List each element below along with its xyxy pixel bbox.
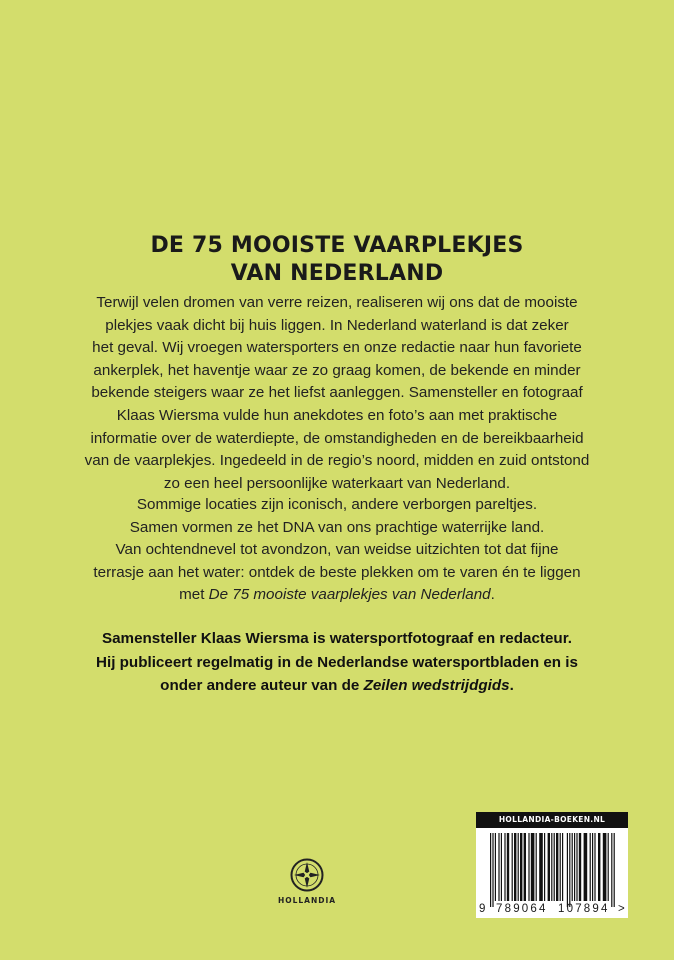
- publisher-name: HOLLANDIA: [277, 896, 337, 905]
- barcode-bar: [614, 833, 615, 907]
- barcode-bar: [536, 833, 537, 901]
- barcode-bar: [572, 833, 573, 901]
- guide-title-italic: Zeilen wedstrijdgids: [363, 677, 510, 694]
- paragraph-line: Terwijl velen dromen van verre reizen, realiseren wij ons dat de mooiste: [96, 294, 578, 311]
- barcode-bar: [504, 833, 505, 901]
- barcode-bar: [551, 833, 552, 901]
- barcode-bar: [594, 833, 595, 901]
- barcode-bar: [501, 833, 502, 901]
- publisher-logo: [277, 858, 337, 928]
- paragraph-line: van de vaarplekjes. Ingedeeld in de regio’s noord, midden en zuid ontstond: [84, 452, 590, 470]
- barcode-bar: [490, 833, 491, 907]
- isbn-lead-digit: 9: [479, 903, 486, 915]
- barcode-bar: [512, 833, 513, 901]
- barcode-bar: [539, 833, 543, 901]
- barcode-bar: [608, 833, 609, 901]
- barcode-bar: [611, 833, 612, 907]
- barcode-bar: [574, 833, 575, 901]
- barcode-bar: [492, 833, 493, 907]
- barcode-bar: [554, 833, 555, 901]
- book-title: [0, 232, 674, 288]
- publisher-website: HOLLANDIA-BOEKEN.NL: [476, 812, 628, 828]
- paragraph-line: Klaas Wiersma vulde hun anekdotes en foto’s aan met praktische: [116, 406, 558, 424]
- isbn-group-left: 789064: [496, 903, 548, 915]
- barcode-bar: [590, 833, 591, 901]
- paragraph-line: Samen vormen ze het DNA van ons prachtige waterrijke land.: [129, 518, 545, 536]
- book-title-italic: De 75 mooiste vaarplekjes van Nederland: [208, 586, 491, 604]
- paragraph-line: ankerplek, het haventje waar ze zo graag komen, de bekende en minder: [93, 361, 581, 379]
- description-paragraph-1: [40, 292, 634, 495]
- paragraph-line: het geval. Wij vroegen watersporters en onze redactie naar hun favoriete: [92, 339, 582, 357]
- paragraph-line: zo een heel persoonlijke waterkaart van Nederland.: [163, 474, 511, 492]
- barcode-bar: [556, 833, 558, 901]
- barcode-bar: [520, 833, 522, 901]
- isbn-group-right: 107894: [558, 903, 610, 915]
- isbn-barcode-box: [476, 812, 628, 918]
- barcode-bar: [528, 833, 529, 901]
- barcode-bar: [592, 833, 593, 901]
- description-paragraph-2: [40, 494, 634, 607]
- bio-line: Hij publiceert regelmatig in de Nederlandse watersportbladen en is: [96, 653, 578, 671]
- paragraph-line: bekende steigers waar ze het liefst aanleggen. Samensteller en fotograaf: [91, 384, 583, 402]
- barcode-bar: [569, 833, 570, 907]
- title-line-2: VAN NEDERLAND: [230, 261, 444, 286]
- isbn-number: [476, 902, 628, 916]
- barcode-bar: [584, 833, 588, 901]
- barcode-bar: [495, 833, 496, 901]
- barcode-bar: [531, 833, 535, 901]
- title-line-1: DE 75 MOOISTE VAARPLEKJES: [150, 233, 524, 258]
- barcode-bar: [567, 833, 568, 907]
- barcode-bar: [514, 833, 516, 901]
- compass-rose-icon: [290, 858, 324, 892]
- barcode-bar: [507, 833, 509, 901]
- bio-line: Samensteller Klaas Wiersma is watersportfotograaf en redacteur.: [101, 630, 572, 647]
- paragraph-line: informatie over de waterdiepte, de omstandigheden en de bereikbaarheid: [90, 429, 584, 447]
- paragraph-line: terrasje aan het water: ontdek de beste plekken om te varen én te liggen: [93, 563, 581, 581]
- barcode-bar: [579, 833, 581, 901]
- barcode-bar: [598, 833, 600, 901]
- paragraph-line: plekjes vaak dicht bij huis liggen. In Nederland waterland is dat zeker: [105, 316, 569, 334]
- barcode-bar: [560, 833, 561, 901]
- barcode-bar: [498, 833, 499, 901]
- paragraph-line: Van ochtendnevel tot avondzon, van weidse uitzichten tot dat fijne: [115, 541, 559, 559]
- text-fragment: met: [179, 586, 209, 604]
- text-fragment: .: [509, 677, 514, 694]
- author-bio: [30, 627, 644, 698]
- barcode-bar: [524, 833, 526, 901]
- barcode-bar: [518, 833, 519, 901]
- barcode-bar: [576, 833, 577, 901]
- bio-line: [30, 674, 644, 698]
- barcode-bar: [548, 833, 550, 901]
- paragraph-line: Sommige locaties zijn iconisch, andere verborgen pareltjes.: [136, 496, 538, 513]
- paragraph-line-last: [40, 584, 634, 607]
- barcode: [482, 833, 622, 909]
- text-fragment: onder andere auteur van de: [160, 677, 364, 694]
- barcode-bar: [562, 833, 563, 901]
- isbn-end-marker: >: [618, 903, 625, 915]
- text-fragment: .: [490, 586, 495, 604]
- barcode-bar: [603, 833, 607, 901]
- barcode-bar: [544, 833, 545, 901]
